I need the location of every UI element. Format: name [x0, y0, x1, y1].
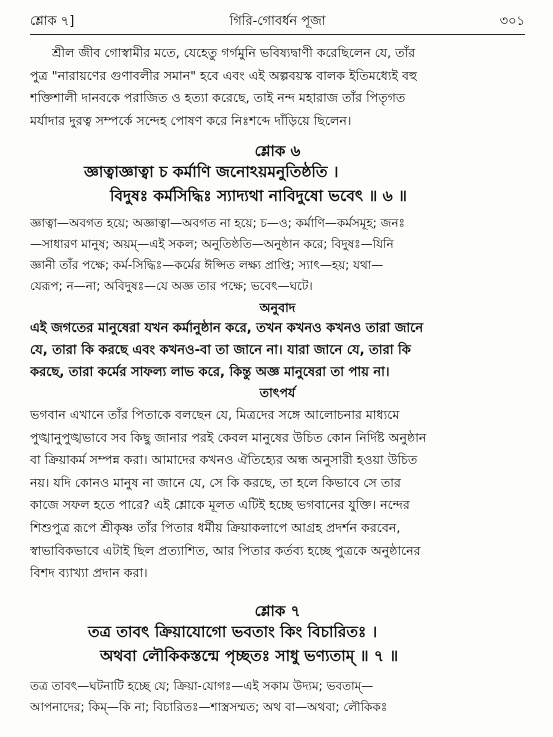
verse-line: বিদুষঃ কর্মসিদ্ধিঃ স্যাদ্যথা নাবিদুষো ভবেৎ ॥ ৬ ॥ — [110, 187, 407, 205]
purport-line: পুঙ্খানুপুঙ্খভাবে সব কিছু জানার পরই কেবল মানুষের উচিত কোন নির্দিষ্ট অনুষ্ঠান — [30, 429, 427, 445]
purport-line: কাজে সফল হতে পারে? এই শ্লোকে মূলত এটিই হচ্ছে ভগবানের যুক্তি। নন্দের — [30, 497, 410, 513]
verse-7-title: শ্লোক ৭ — [254, 602, 301, 620]
header-rule — [30, 34, 525, 35]
verse-6-purport — [30, 404, 525, 585]
intro-line: পুত্র "নারায়ণের গুণাবলীর সমান" হবে এবং এই অল্পবয়স্ক বালক ইতিমধ্যেই বহু — [30, 67, 418, 83]
intro-paragraph — [30, 42, 525, 132]
synonym-line: তত্র তাবৎ—ঘটনাটি হচ্ছে যে; ক্রিয়া-যোগঃ—এই সকাম উদ্যম; ভবতাম্— — [30, 679, 374, 693]
translation-line: এই জগতের মানুষেরা যখন কর্মানুষ্ঠান করে, তখন কখনও কখনও তারা জানে — [30, 321, 424, 336]
synonym-line: জ্ঞাত্বা—অবগত হয়ে; অজ্ঞাত্বা—অবগত না হয়ে; চ—ও; কর্মাণি—কর্মসমূহ; জনঃ — [30, 216, 405, 230]
verse-line: জ্ঞাত্বাজ্ঞাত্বা চ কর্মাণি জনোঽয়মনুতিষ্ঠতি । — [84, 163, 339, 181]
purport-line: বিশদ ব্যাখ্যা প্রদান করা। — [30, 565, 148, 581]
verse-7-synonyms — [30, 676, 525, 718]
purport-line: নয়। যদি কোনও মানুষ না জানে যে, সে কি করছে, তা হলে কিভাবে সে তার — [30, 474, 401, 490]
purport-line: স্বাভাবিকভাবে এটাই ছিল প্রত্যাশিত, আর পিতার কর্তব্য হচ্ছে পুত্রকে অনুষ্ঠানের — [30, 542, 421, 558]
synonym-line: জ্ঞানী তাঁর পক্ষে; কর্ম-সিদ্ধিঃ—কর্মের ঈপ্সিত লক্ষ্য প্রাপ্তি; স্যাৎ—হয়; যথা— — [30, 258, 384, 272]
verse-6-synonyms — [30, 213, 525, 297]
purport-heading: তাৎপর্য — [259, 385, 296, 400]
verse-6-title: শ্লোক ৬ — [254, 142, 301, 160]
page-number: ৩০১ — [499, 14, 525, 29]
purport-line: শিশুপুত্র রূপে শ্রীকৃষ্ণ তাঁর পিতার ধর্মীয় ক্রিয়াকলাপে আগ্রহ প্রদর্শন করবেন, — [30, 519, 401, 535]
purport-line: ভগবান এখানে তাঁর পিতাকে বলছেন যে, মিত্রদের সঙ্গে আলোচনার মাধ্যমে — [30, 407, 400, 422]
translation-heading: অনুবাদ — [259, 300, 296, 315]
verse-6-translation — [30, 318, 525, 384]
synonym-line: আপনাদের; কিম্—কি না; বিচারিতঃ—শাস্ত্রসম্মত; অথ বা—অথবা; লৌকিকঃ — [30, 700, 388, 714]
intro-line: মর্যাদার দুরত্ব সম্পর্কে সন্দেহ পোষণ করে নিঃশব্দে দাঁড়িয়ে ছিলেন। — [30, 112, 352, 128]
translation-line: যে, তারা কি করছে এবং কখনও-বা তা জানে না। যারা জানে যে, তারা কি — [30, 343, 411, 358]
header-chapter-title: গিরি-গোবর্ধন পূজা — [229, 14, 326, 29]
verse-line: তত্র তাবৎ ক্রিয়াযোগো ভবতাং কিং বিচারিতঃ । — [88, 623, 378, 641]
synonym-line: —সাধারণ মানুষ; অয়ম্—এই সকল; অনুতিষ্ঠতি—অনুষ্ঠান করে; বিদুষঃ—যিনি — [30, 237, 394, 251]
purport-line: বা ক্রিয়াকর্ম সম্পন্ন করা। আমাদের কখনও ঐতিহ্যের অন্ধ অনুসারী হওয়া উচিত — [30, 452, 418, 468]
intro-line: শক্তিশালী দানবকে পরাজিত ও হত্যা করেছে, তাই নন্দ মহারাজ তাঁর পিতৃগত — [30, 90, 406, 106]
verse-7-text — [30, 620, 525, 668]
synonym-line: যেরূপ; ন—না; অবিদুষঃ—যে অজ্ঞ তার পক্ষে; ভবেৎ—ঘটে। — [30, 279, 313, 293]
verse-6-text — [30, 160, 525, 208]
header-verse-ref: শ্লোক ৭] — [30, 14, 75, 29]
running-header — [30, 10, 525, 34]
verse-line: অথবা লৌকিকস্তন্মে পৃচ্ছতঃ সাধু ভণ্যতাম্ ॥ ৭ ॥ — [100, 647, 399, 665]
translation-line: করছে, তারা কর্মের সাফল্য লাভ করে, কিন্তু অজ্ঞ মানুষেরা তা পায় না। — [30, 365, 390, 380]
intro-line: শ্রীল জীব গোস্বামীর মতে, যেহেতু গর্গমুনি ভবিষ্যদ্বাণী করেছিলেন যে, তাঁর — [52, 45, 416, 60]
